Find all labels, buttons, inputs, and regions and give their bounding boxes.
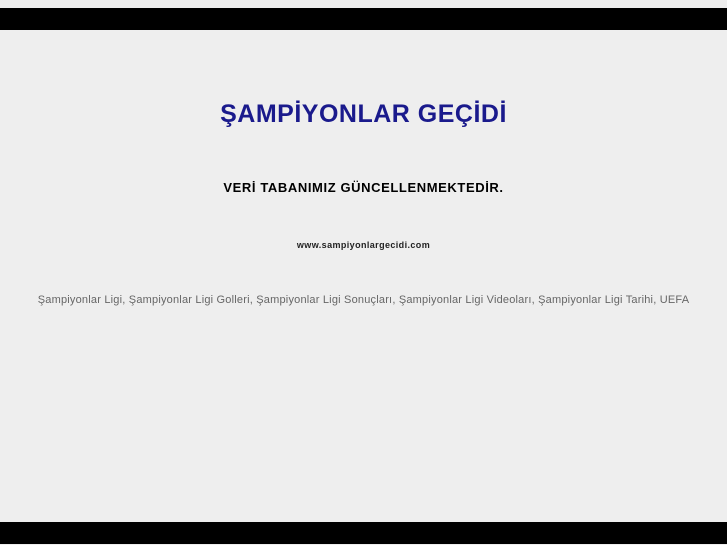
keyword-link[interactable]: Şampiyonlar Ligi Tarihi	[538, 294, 654, 306]
top-black-bar	[0, 8, 727, 30]
site-url: www.sampiyonlargecidi.com	[296, 240, 431, 250]
keyword-link[interactable]: Şampiyonlar Ligi Sonuçları	[256, 294, 393, 306]
bottom-black-bar	[0, 522, 727, 544]
keyword-link[interactable]: UEFA	[659, 294, 690, 306]
keyword-link[interactable]: Şampiyonlar Ligi Golleri	[128, 294, 250, 306]
update-notice: VERİ TABANIMIZ GÜNCELLENMEKTEDİR.	[223, 180, 504, 195]
keyword-links-row: Şampiyonlar Ligi, Şampiyonlar Ligi Golleri, Şampiyonlar Ligi Sonuçları, Şampiyonlar Ligi Videoları, Şampiyonlar Ligi Tarihi, UEFA	[37, 294, 690, 306]
keyword-link[interactable]: Şampiyonlar Ligi Videoları	[398, 294, 532, 306]
page-title: ŞAMPİYONLAR GEÇİDİ	[220, 100, 507, 128]
keyword-link[interactable]: Şampiyonlar Ligi	[37, 294, 123, 306]
